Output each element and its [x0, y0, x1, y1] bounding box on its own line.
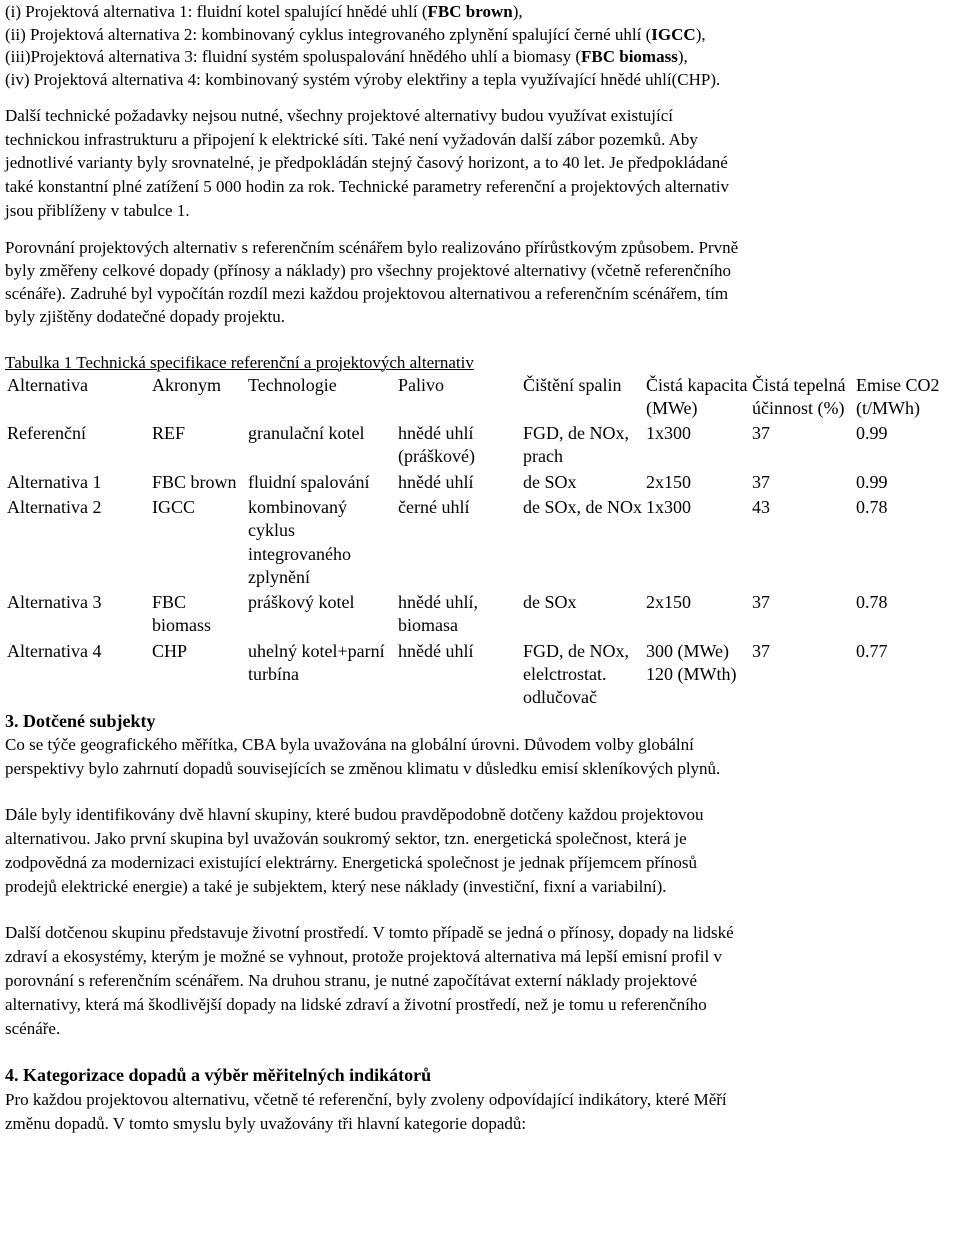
table-caption: Tabulka 1 Technická specifikace referenční a projektových alternativ [5, 352, 474, 372]
list-item [5, 1, 955, 24]
table-cell: 1x300 [646, 497, 691, 517]
list-item-suffix: ), [695, 24, 706, 44]
table-cell: CHP [152, 640, 188, 661]
paragraph-line: porovnání s referenčním scénářem. Na druhou stranu, je nutné započítávat externí náklady projektové [5, 971, 698, 991]
list-item-suffix: ), [677, 47, 688, 66]
document-page [5, 0, 955, 1136]
paragraph-line: alternativy, která má škodlivější dopady na lidské zdraví a životní prostředí, než je tomu u referenčního [5, 995, 707, 1015]
paragraph-line: scénáře. [5, 1019, 61, 1039]
list-item-acronym: FBC brown [427, 2, 513, 21]
paragraph-line: Dále byly identifikovány dvě hlavní skupiny, které budou pravděpodobně dotčeny každou projektovou [5, 805, 704, 825]
paragraph-line: zdraví a ekosystémy, kterým je možné se vyhnout, protože projektová alternativa má lepší emisní profil v [5, 947, 722, 967]
list-item-acronym: IGCC [651, 24, 696, 44]
table-cell: Alternativa 1 [7, 471, 102, 492]
paragraph-line: scénáře). Zadruhé byl vypočítán rozdíl mezi každou projektovou alternativou a referenčním scénářem, tím [5, 283, 729, 303]
table-cell: FBC brown [152, 471, 237, 492]
table-header-row [5, 374, 960, 421]
table-header-cell: Alternativa [7, 374, 88, 395]
table-cell: 0.77 [856, 640, 888, 661]
table-header-cell: Akronym [152, 374, 221, 395]
section-paragraph [5, 803, 955, 899]
section-3-heading: 3. Dotčené subjekty [5, 710, 156, 731]
paragraph-line: Porovnání projektových alternativ s referenčním scénářem bylo realizováno přírůstkovým způsobem. Prvně [5, 237, 739, 257]
table-cell: granulační kotel [248, 423, 365, 444]
table-cell: fluidní spalování [248, 471, 370, 492]
table-cell: 0.78 [856, 497, 888, 517]
table-cell: 0.78 [856, 592, 888, 613]
table-cell: FBC biomass [152, 592, 212, 636]
paragraph-line: alternativou. Jako první skupina byl uvažován soukromý sektor, tzn. energetická společnost, která je [5, 829, 687, 849]
list-item-text: (i) Projektová alternativa 1: fluidní kotel spalující hnědé uhlí ( [5, 2, 428, 21]
table-cell: černé uhlí [398, 497, 470, 517]
paragraph-line: zodpovědná za modernizaci existující elektrárny. Energetická společnost je jednak příjemcem přínosů [5, 853, 698, 873]
table-cell: 0.99 [856, 423, 888, 444]
list-item [5, 24, 955, 47]
table-cell: hnědé uhlí, biomasa [398, 592, 478, 636]
list-item-text: (iv) Projektová alternativa 4: kombinovaný systém výroby elektřiny a tepla využívající hnědé uhlí(CHP). [5, 69, 721, 89]
paragraph-line: Pro každou projektovou alternativu, včetně té referenční, byly zvoleny odpovídající indikátory, které Měří [5, 1089, 727, 1109]
table-row [5, 589, 960, 638]
table-cell: 0.99 [856, 471, 888, 492]
paragraph-line: Další dotčenou skupinu představuje životní prostředí. V tomto případě se jedná o přínosy, dopady na lidské [5, 923, 734, 943]
table-header-cell: Emise CO2 (t/MWh) [856, 374, 940, 418]
section-4 [5, 1064, 955, 1136]
table-cell: 300 (MWe) 120 (MWth) [646, 640, 737, 685]
paragraph-line: prodejů elektrické energie) a také je subjektem, který nese náklady (investiční, fixní a variabilní). [5, 877, 667, 897]
table-row [5, 494, 960, 589]
table-cell: práškový kotel [248, 592, 355, 613]
table-cell: de SOx, de NOx [523, 497, 642, 517]
table-header-cell: Čistá kapacita (MWe) [646, 374, 748, 418]
paragraph-line: jsou přiblíženy v tabulce 1. [5, 200, 190, 220]
table-cell: hnědé uhlí [398, 640, 474, 661]
list-item-text: (ii) Projektová alternativa 2: kombinovaný cyklus integrovaného zplynění spalující černé uhlí ( [5, 24, 652, 44]
table-cell: 2x150 [646, 592, 691, 613]
table-cell: FGD, de NOx, elelctrostat. odlučovač [523, 640, 629, 708]
paragraph-line: technickou infrastrukturu a připojení k elektrické síti. Také není vyžadován další zábor pozemků. Aby [5, 129, 698, 149]
paragraph-line: jednotlivé varianty byly srovnatelné, je předpokládán stejný časový horizont, a to 40 let. Je předpokládané [5, 153, 728, 173]
table-row [5, 638, 960, 710]
table-cell: hnědé uhlí [398, 471, 474, 492]
list-item [5, 69, 955, 92]
alternatives-list [5, 1, 955, 91]
table-header-cell: Technologie [248, 374, 337, 395]
list-item-text: (iii)Projektová alternativa 3: fluidní systém spoluspalování hnědého uhlí a biomasy ( [5, 47, 581, 66]
section-4-heading: 4. Kategorizace dopadů a výběr měřitelných indikátorů [5, 1065, 432, 1086]
paragraph-comparison-method [5, 236, 955, 328]
list-item-acronym: FBC biomass [581, 47, 678, 66]
table-cell: de SOx [523, 592, 577, 613]
table-cell: hnědé uhlí (práškové) [398, 423, 475, 467]
table-cell: uhelný kotel+parní turbína [248, 640, 385, 685]
table-cell: Alternativa 4 [7, 640, 102, 661]
table-cell: de SOx [523, 471, 577, 492]
table-cell: REF [152, 423, 186, 444]
table-cell: 37 [752, 423, 770, 444]
paragraph-line: také konstantní plné zatížení 5 000 hodin za rok. Technické parametry referenční a projektových alternativ [5, 177, 730, 197]
table-cell: Referenční [7, 423, 86, 444]
paragraph-line: byly změřeny celkové dopady (přínosy a náklady) pro všechny projektové alternativy (včetně referenčního [5, 260, 731, 280]
table-cell: 2x150 [646, 471, 691, 492]
table-row [5, 420, 960, 469]
table-cell: IGCC [152, 497, 196, 517]
table-cell: 43 [752, 497, 770, 517]
table-cell: kombinovaný cyklus integrovaného zplynění [248, 497, 351, 587]
list-item-suffix: ), [512, 2, 523, 21]
list-item [5, 46, 955, 69]
table-cell: Alternativa 3 [7, 592, 102, 613]
section-3 [5, 710, 955, 1042]
paragraph-line: změnu dopadů. V tomto smyslu byly uvažovány tři hlavní kategorie dopadů: [5, 1113, 527, 1133]
table-cell: FGD, de NOx, prach [523, 423, 629, 467]
paragraph-line: Další technické požadavky nejsou nutné, všechny projektové alternativy budou využívat existující [5, 106, 674, 125]
section-paragraph [5, 921, 955, 1041]
table-cell: 37 [752, 471, 770, 492]
table-cell: 37 [752, 592, 770, 613]
table-cell: 37 [752, 640, 770, 661]
paragraph-line: perspektivy bylo zahrnutí dopadů souvisejících se změnou klimatu v důsledku emisí skleníkových plynů. [5, 759, 721, 779]
paragraph-line: byly zjištěny dodatečné dopady projektu. [5, 306, 285, 326]
table-header-cell: Čištění spalin [523, 374, 622, 395]
table-row [5, 469, 960, 494]
table-cell: 1x300 [646, 423, 691, 444]
table-header-cell: Palivo [398, 374, 445, 395]
table-cell: Alternativa 2 [7, 497, 102, 517]
table-header-cell: Čistá tepelná účinnost (%) [752, 374, 846, 418]
technical-specification-table [5, 374, 960, 710]
paragraph-line: Co se týče geografického měřítka, CBA byla uvažována na globální úrovni. Důvodem volby globální [5, 735, 694, 755]
section-paragraph [5, 733, 955, 781]
paragraph-technical-requirements [5, 104, 955, 223]
